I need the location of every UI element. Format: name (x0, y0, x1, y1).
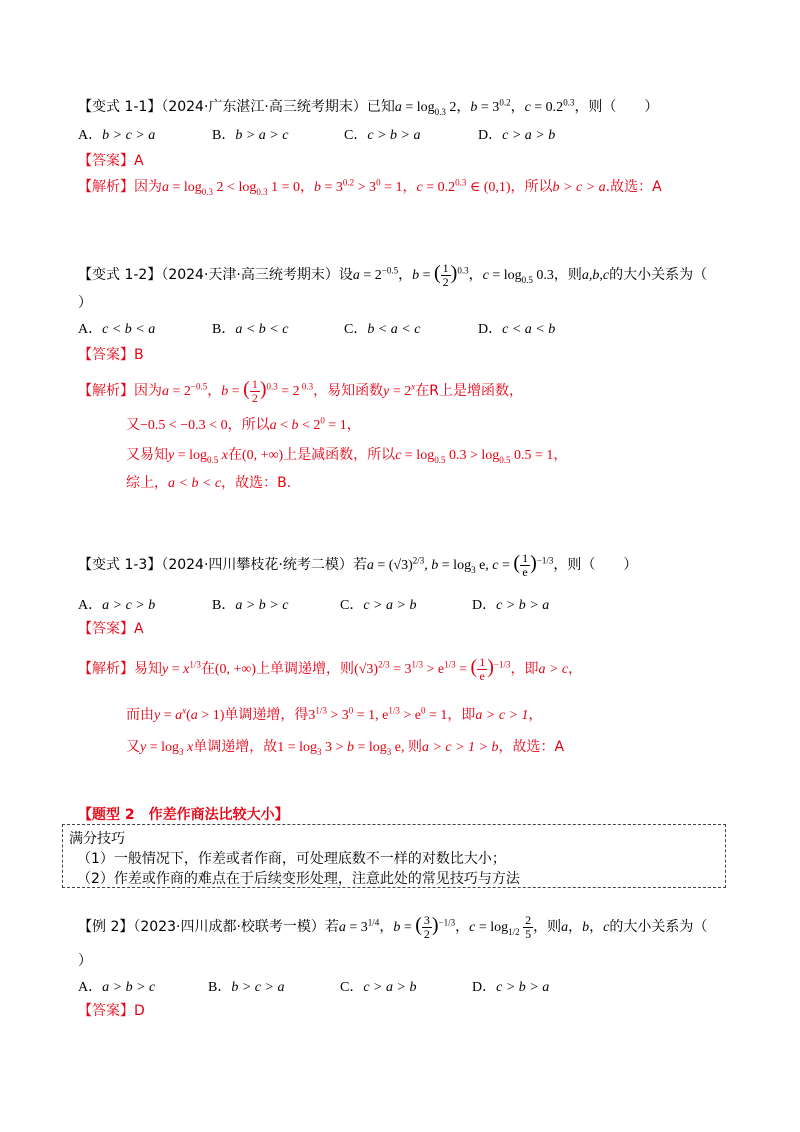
variant-tag: 【变式 1-2】 (78, 267, 162, 283)
option-d: D．c > b > a (472, 598, 550, 613)
example-tag: 【例 2】 (78, 919, 134, 935)
analysis-line: 【解析】易知$y = x^{1/3}$在(0, +∞)上单调递增，则$(√3)^{2/3} = 3^{1/3} > e^{1/3}$ = ( $\frac{1}{e}$ )$^{-1/3}$，即a > c， (78, 655, 583, 684)
stem-close: ） (78, 295, 92, 311)
analysis-line: 综上，a < b < c，故选：B. (126, 475, 292, 491)
answer-label: 【答案】A (78, 621, 144, 637)
question-source: （2024·广东湛江·高三统考期末）已知 (161, 99, 395, 115)
option-c: C．c > b > a (344, 128, 421, 143)
answer-label: 【答案】A (78, 153, 144, 169)
question-source: （2023·四川成都·校联考一模）若 (133, 919, 339, 935)
tips-box (62, 824, 726, 888)
option-a: A．a > b > c (78, 980, 156, 995)
option-d: D．c < a < b (478, 322, 556, 337)
analysis-line: 【解析】因为$a = 2^{-0.5}$，b = ( $\frac{1}{2}$ )$^{0.3}$ = 2 $^{0.3}$，易知函数$y = 2^x$在R上是增函数， (78, 377, 523, 406)
option-a: A．c < b < a (78, 322, 156, 337)
tip-item: （1）一般情况下，作差或者作商，可处理底数不一样的对数比大小； (77, 851, 506, 867)
analysis-line: 而由$y = a^x(a > 1)$单调递增，得$3^{1/3} > 3^0 = 1$, $e^{1/3} > e^0 = 1$，即a > c > 1， (126, 705, 543, 723)
option-d: D．c > a > b (478, 128, 556, 143)
analysis-line: 又−0.5 < −0.3 < 0，所以$a < b < 2^0 = 1$， (126, 415, 361, 433)
question-source: （2024·四川攀枝花·统考二模）若 (161, 557, 367, 573)
variant-1-3-stem: 【变式 1-3】（2024·四川攀枝花·统考二模）若$a = (√3)^{2/3}$, $b = \log_3 e$, c = ( $\frac{1}{e}$ )$^{-1/3}$，则（ ） (78, 551, 638, 580)
question-source: （2024·天津·高三统考期末）设 (161, 267, 353, 283)
option-b: B．a < b < c (212, 322, 289, 337)
analysis-line: 又$y = \log_3 x$单调递增，故$1 = \log_3 3 > b = \log_3 e$, 则a > c > 1 > b，故选：A (126, 739, 565, 757)
answer-label: 【答案】D (78, 1003, 145, 1019)
variant-tag: 【变式 1-1】 (78, 99, 162, 115)
variant-tag: 【变式 1-3】 (78, 557, 162, 573)
stem-tail: ，则（ ） (574, 99, 659, 115)
option-b: B．b > c > a (208, 980, 285, 995)
stem-close: ） (78, 953, 92, 969)
answer-label: 【答案】B (78, 347, 144, 363)
example-2-stem: 【例 2】（2023·四川成都·校联考一模）若$a = 3^{1/4}$，b = ( $\frac{3}{2}$ )$^{-1/3}$，$c = \log_{1/2}$ $\frac{2}{5}$ ，则a，b，c的大小关系为（ (78, 913, 708, 942)
option-c: C．c > a > b (340, 598, 417, 613)
option-a: A．a > c > b (78, 598, 156, 613)
option-d: D．c > b > a (472, 980, 550, 995)
option-a: A．b > c > a (78, 128, 156, 143)
tips-title: 满分技巧 (69, 831, 125, 847)
variant-1-1-stem: 【变式 1-1】（2024·广东湛江·高三统考期末）已知$a = \log_{0.3} 2$，$b = 3^{0.2}$，$c = 0.2^{0.3}$，则（ ） (78, 97, 659, 117)
analysis-line: 【解析】因为$a = \log_{0.3} 2 < \log_{0.3} 1 = 0$，$b = 3^{0.2} > 3^0 = 1$，$c = 0.2^{0.3}$ ∈ (0,1)，所以b > c > a.故选：A (78, 177, 662, 197)
option-b: B．a > b > c (212, 598, 289, 613)
tip-item: （2）作差或作商的难点在于后续变形处理，注意此处的常见技巧与方法 (77, 871, 520, 887)
variant-1-2-stem: 【变式 1-2】（2024·天津·高三统考期末）设$a = 2^{-0.5}$，b = ( $\frac{1}{2}$ )$^{0.3}$，$c = \log_{0.5} 0.3$，则a,b,c的大小关系为（ (78, 261, 708, 290)
option-b: B．b > a > c (212, 128, 289, 143)
option-c: C．c > a > b (340, 980, 417, 995)
option-c: C．b < a < c (344, 322, 421, 337)
analysis-line: 又易知$y = \log_{0.5} x$在(0, +∞)上是减函数，所以$c = \log_{0.5} 0.3 > \log_{0.5} 0.5 = 1$， (126, 447, 568, 465)
section-title: 【题型 2 作差作商法比较大小】 (78, 807, 289, 823)
